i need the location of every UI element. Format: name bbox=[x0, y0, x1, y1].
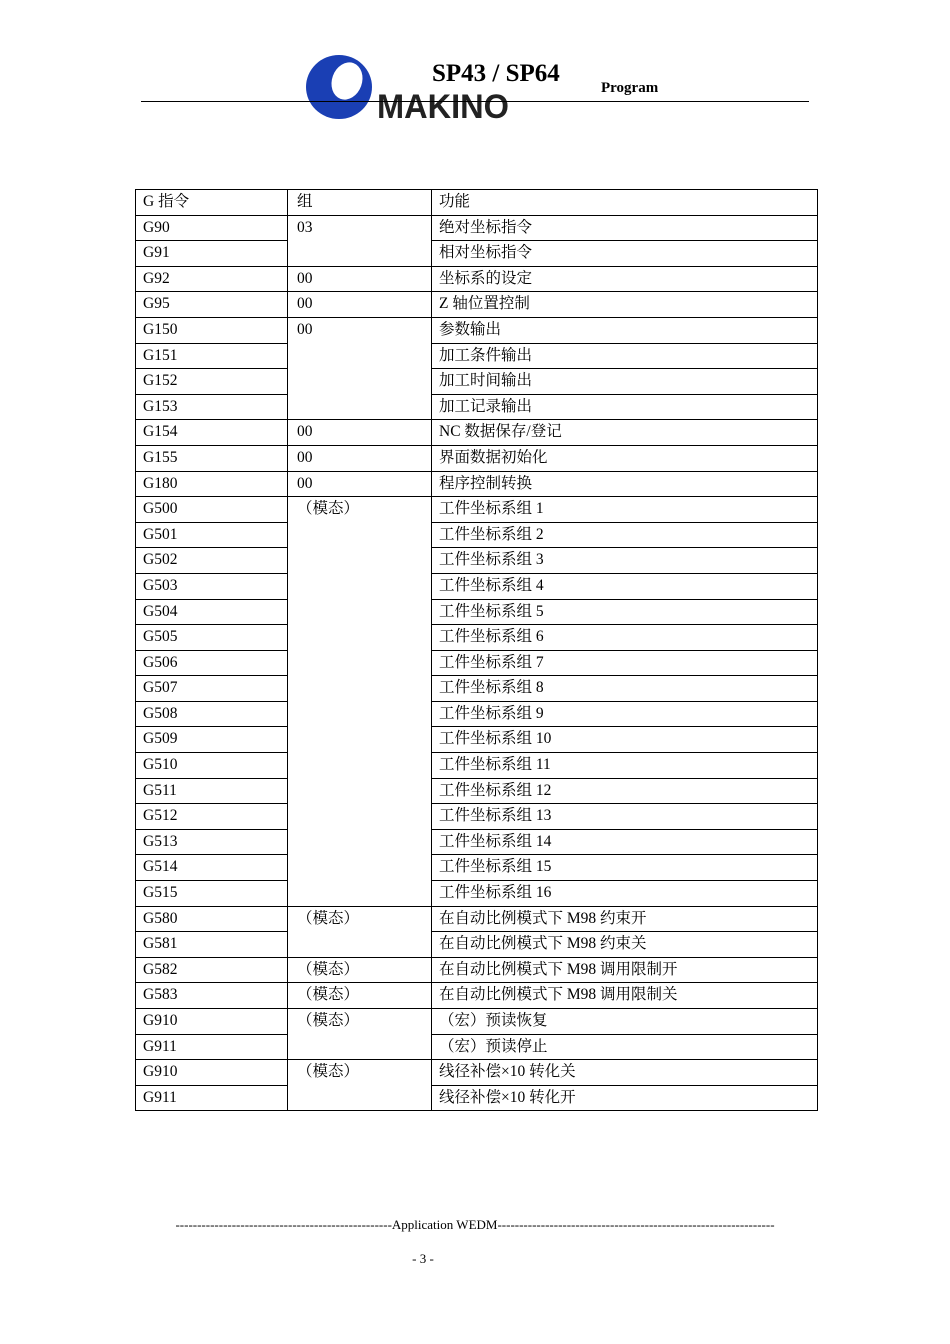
table-row bbox=[136, 727, 818, 753]
table-row bbox=[136, 881, 818, 907]
table-row bbox=[136, 1060, 818, 1086]
table-row bbox=[136, 650, 818, 676]
cell-function: 工件坐标系组 4 bbox=[432, 573, 818, 599]
table-row bbox=[136, 573, 818, 599]
cell-function: 工件坐标系组 15 bbox=[432, 855, 818, 881]
cell-function: 工件坐标系组 2 bbox=[432, 522, 818, 548]
cell-g-code: G510 bbox=[136, 753, 288, 779]
table-row bbox=[136, 625, 818, 651]
table-row bbox=[136, 369, 818, 395]
header-cell-function: 功能 bbox=[432, 190, 818, 216]
cell-function: 工件坐标系组 12 bbox=[432, 778, 818, 804]
cell-function: 线径补偿×10 转化开 bbox=[432, 1085, 818, 1111]
cell-g-code: G155 bbox=[136, 445, 288, 471]
cell-g-code: G503 bbox=[136, 573, 288, 599]
table-row bbox=[136, 522, 818, 548]
cell-function: 工件坐标系组 6 bbox=[432, 625, 818, 651]
table-row bbox=[136, 471, 818, 497]
cell-function: 加工条件输出 bbox=[432, 343, 818, 369]
cell-g-code: G509 bbox=[136, 727, 288, 753]
table-header-row bbox=[136, 190, 818, 216]
table-row bbox=[136, 1085, 818, 1111]
cell-g-code: G151 bbox=[136, 343, 288, 369]
table-row bbox=[136, 599, 818, 625]
cell-function: 工件坐标系组 13 bbox=[432, 804, 818, 830]
cell-group: 00 bbox=[288, 420, 432, 446]
cell-group: （模态） bbox=[288, 957, 432, 983]
cell-group: 00 bbox=[288, 471, 432, 497]
cell-g-code: G153 bbox=[136, 394, 288, 420]
cell-function: 工件坐标系组 5 bbox=[432, 599, 818, 625]
cell-g-code: G514 bbox=[136, 855, 288, 881]
cell-group: （模态） bbox=[288, 1009, 432, 1060]
cell-function: 参数输出 bbox=[432, 317, 818, 343]
cell-g-code: G507 bbox=[136, 676, 288, 702]
table-row bbox=[136, 445, 818, 471]
makino-logo-text: MAKINO bbox=[377, 88, 509, 126]
cell-group: （模态） bbox=[288, 497, 432, 907]
cell-g-code: G506 bbox=[136, 650, 288, 676]
cell-g-code: G505 bbox=[136, 625, 288, 651]
table-row bbox=[136, 548, 818, 574]
cell-g-code: G508 bbox=[136, 701, 288, 727]
cell-g-code: G91 bbox=[136, 241, 288, 267]
document-title: SP43 / SP64 bbox=[432, 60, 560, 87]
header-cell-code: G 指令 bbox=[136, 190, 288, 216]
table-row bbox=[136, 701, 818, 727]
cell-function: 工件坐标系组 11 bbox=[432, 753, 818, 779]
makino-logo-mark bbox=[306, 55, 372, 119]
cell-g-code: G512 bbox=[136, 804, 288, 830]
g-code-table bbox=[135, 189, 818, 1111]
cell-g-code: G911 bbox=[136, 1085, 288, 1111]
cell-g-code: G580 bbox=[136, 906, 288, 932]
cell-g-code: G501 bbox=[136, 522, 288, 548]
cell-function: 在自动比例模式下 M98 约束开 bbox=[432, 906, 818, 932]
cell-group: （模态） bbox=[288, 1060, 432, 1111]
cell-function: 工件坐标系组 1 bbox=[432, 497, 818, 523]
table-row bbox=[136, 394, 818, 420]
cell-g-code: G581 bbox=[136, 932, 288, 958]
cell-g-code: G910 bbox=[136, 1060, 288, 1086]
cell-group: 03 bbox=[288, 215, 432, 266]
table-row bbox=[136, 241, 818, 267]
cell-function: （宏）预读停止 bbox=[432, 1034, 818, 1060]
table-row bbox=[136, 215, 818, 241]
table-row bbox=[136, 983, 818, 1009]
cell-function: NC 数据保存/登记 bbox=[432, 420, 818, 446]
cell-function: 工件坐标系组 9 bbox=[432, 701, 818, 727]
table-row bbox=[136, 804, 818, 830]
cell-function: Z 轴位置控制 bbox=[432, 292, 818, 318]
cell-g-code: G583 bbox=[136, 983, 288, 1009]
cell-g-code: G90 bbox=[136, 215, 288, 241]
cell-g-code: G513 bbox=[136, 829, 288, 855]
cell-group: 00 bbox=[288, 292, 432, 318]
cell-g-code: G582 bbox=[136, 957, 288, 983]
cell-function: 工件坐标系组 3 bbox=[432, 548, 818, 574]
cell-function: 加工时间输出 bbox=[432, 369, 818, 395]
header-cell-group: 组 bbox=[288, 190, 432, 216]
cell-function: 坐标系的设定 bbox=[432, 266, 818, 292]
cell-function: 界面数据初始化 bbox=[432, 445, 818, 471]
cell-g-code: G504 bbox=[136, 599, 288, 625]
cell-g-code: G152 bbox=[136, 369, 288, 395]
cell-g-code: G511 bbox=[136, 778, 288, 804]
table-row bbox=[136, 1009, 818, 1035]
cell-function: 工件坐标系组 14 bbox=[432, 829, 818, 855]
cell-g-code: G95 bbox=[136, 292, 288, 318]
table-row bbox=[136, 1034, 818, 1060]
cell-function: （宏）预读恢复 bbox=[432, 1009, 818, 1035]
cell-g-code: G515 bbox=[136, 881, 288, 907]
cell-group: （模态） bbox=[288, 983, 432, 1009]
cell-g-code: G150 bbox=[136, 317, 288, 343]
table-row bbox=[136, 906, 818, 932]
table-body bbox=[136, 215, 818, 1111]
page-number: - 3 - bbox=[412, 1251, 434, 1266]
cell-function: 加工记录输出 bbox=[432, 394, 818, 420]
cell-group: 00 bbox=[288, 445, 432, 471]
cell-function: 工件坐标系组 7 bbox=[432, 650, 818, 676]
table-row bbox=[136, 497, 818, 523]
cell-function: 程序控制转换 bbox=[432, 471, 818, 497]
cell-function: 在自动比例模式下 M98 调用限制开 bbox=[432, 957, 818, 983]
cell-function: 在自动比例模式下 M98 调用限制关 bbox=[432, 983, 818, 1009]
cell-group: （模态） bbox=[288, 906, 432, 957]
cell-g-code: G500 bbox=[136, 497, 288, 523]
cell-g-code: G154 bbox=[136, 420, 288, 446]
table-row bbox=[136, 829, 818, 855]
cell-g-code: G911 bbox=[136, 1034, 288, 1060]
table-row bbox=[136, 317, 818, 343]
cell-group: 00 bbox=[288, 317, 432, 419]
cell-function: 工件坐标系组 10 bbox=[432, 727, 818, 753]
cell-function: 工件坐标系组 16 bbox=[432, 881, 818, 907]
cell-function: 相对坐标指令 bbox=[432, 241, 818, 267]
document-subtitle: Program bbox=[601, 80, 659, 96]
cell-g-code: G180 bbox=[136, 471, 288, 497]
table-row bbox=[136, 753, 818, 779]
table-row bbox=[136, 343, 818, 369]
table-row bbox=[136, 676, 818, 702]
cell-g-code: G502 bbox=[136, 548, 288, 574]
table-row bbox=[136, 932, 818, 958]
footer-line: --------------------------------------------------Application WEDM---------------------------------------------------------------- bbox=[175, 1217, 775, 1232]
table-row bbox=[136, 957, 818, 983]
cell-g-code: G910 bbox=[136, 1009, 288, 1035]
cell-group: 00 bbox=[288, 266, 432, 292]
table-row bbox=[136, 292, 818, 318]
header-rule bbox=[141, 101, 809, 102]
cell-g-code: G92 bbox=[136, 266, 288, 292]
cell-function: 工件坐标系组 8 bbox=[432, 676, 818, 702]
cell-function: 线径补偿×10 转化关 bbox=[432, 1060, 818, 1086]
cell-function: 绝对坐标指令 bbox=[432, 215, 818, 241]
table-row bbox=[136, 778, 818, 804]
table-row bbox=[136, 266, 818, 292]
table-row bbox=[136, 420, 818, 446]
cell-function: 在自动比例模式下 M98 约束关 bbox=[432, 932, 818, 958]
table-row bbox=[136, 855, 818, 881]
